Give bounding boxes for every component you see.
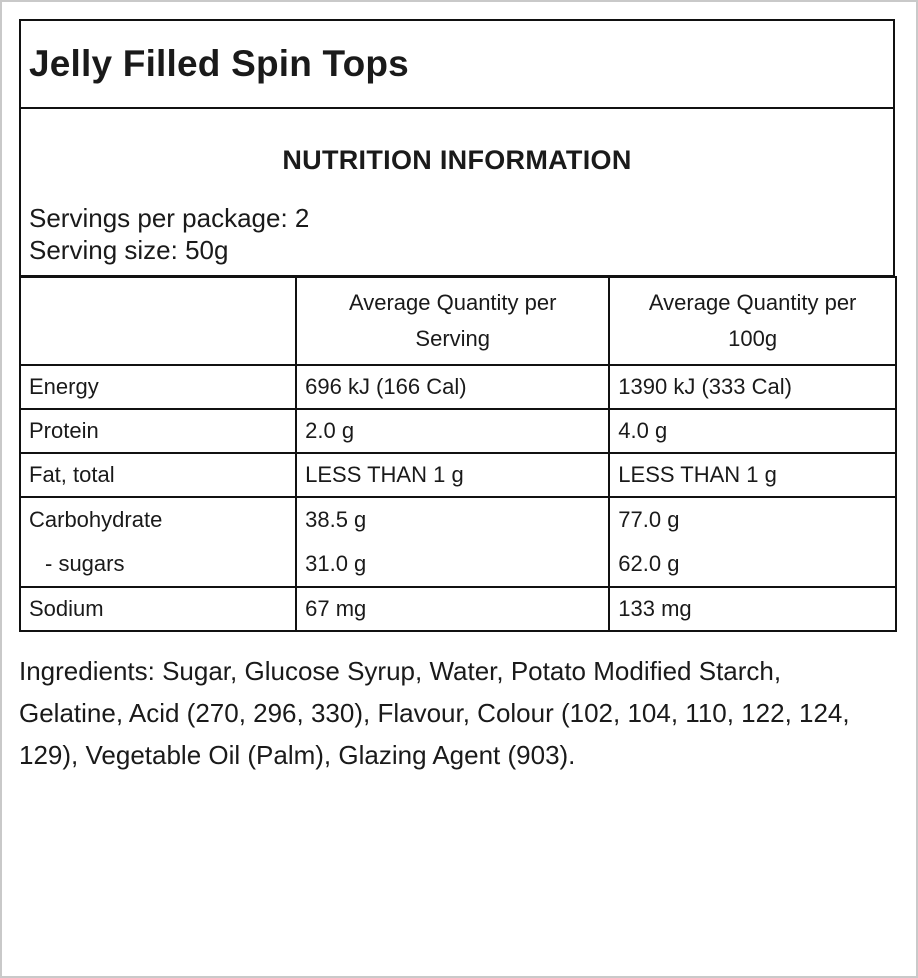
table-row-carbohydrate [20, 497, 896, 587]
table-row [20, 453, 896, 497]
row-label: Energy [20, 365, 296, 409]
row-per-100g: LESS THAN 1 g [609, 453, 896, 497]
row-per-100g: 77.0 g [618, 507, 680, 532]
row-per-serving: 38.5 g [305, 507, 367, 532]
row-label: Protein [20, 409, 296, 453]
nutrition-table [19, 276, 897, 632]
row-per-100g: 4.0 g [609, 409, 896, 453]
row-per-serving: LESS THAN 1 g [296, 453, 609, 497]
header-per-serving: Average Quantity per Serving [296, 277, 609, 365]
table-header-row [20, 277, 896, 365]
row-per-serving: 67 mg [296, 587, 609, 631]
title-box [19, 19, 895, 109]
table-row [20, 409, 896, 453]
row-label: Fat, total [20, 453, 296, 497]
servings-block [29, 202, 885, 266]
nutrition-panel [19, 19, 895, 632]
row-label-sub [29, 542, 287, 586]
row-label: Carbohydrate [29, 507, 163, 532]
row-per-100g: 133 mg [609, 587, 896, 631]
serving-size: Serving size: 50g [29, 235, 229, 265]
row-per-serving-stack [296, 497, 609, 587]
nutrition-heading: NUTRITION INFORMATION [282, 145, 632, 175]
row-per-100g-sub: 62.0 g [618, 551, 680, 576]
row-per-100g: 1390 kJ (333 Cal) [609, 365, 896, 409]
row-per-serving: 2.0 g [296, 409, 609, 453]
table-row [20, 365, 896, 409]
row-per-100g-stack [609, 497, 896, 587]
nutrition-info-box [19, 109, 895, 277]
row-per-serving-sub: 31.0 g [305, 551, 367, 576]
product-title: Jelly Filled Spin Tops [29, 43, 409, 84]
row-label-stack [20, 497, 296, 587]
servings-per-package: Servings per package: 2 [29, 203, 310, 233]
ingredients-text: Ingredients: Sugar, Glucose Syrup, Water, Potato Modified Starch, Gelatine, Acid (270, 296, 330), Flavour, Colour (102, 104, 110, 122, 124, 129), Vegetable Oil (Palm), Glazing Agent (903). [19, 656, 850, 770]
header-blank [20, 277, 296, 365]
row-per-serving: 696 kJ (166 Cal) [296, 365, 609, 409]
row-label: Sodium [20, 587, 296, 631]
table-row [20, 587, 896, 631]
header-per-100g: Average Quantity per 100g [609, 277, 896, 365]
row-sub-label-text: - sugars [45, 551, 125, 576]
